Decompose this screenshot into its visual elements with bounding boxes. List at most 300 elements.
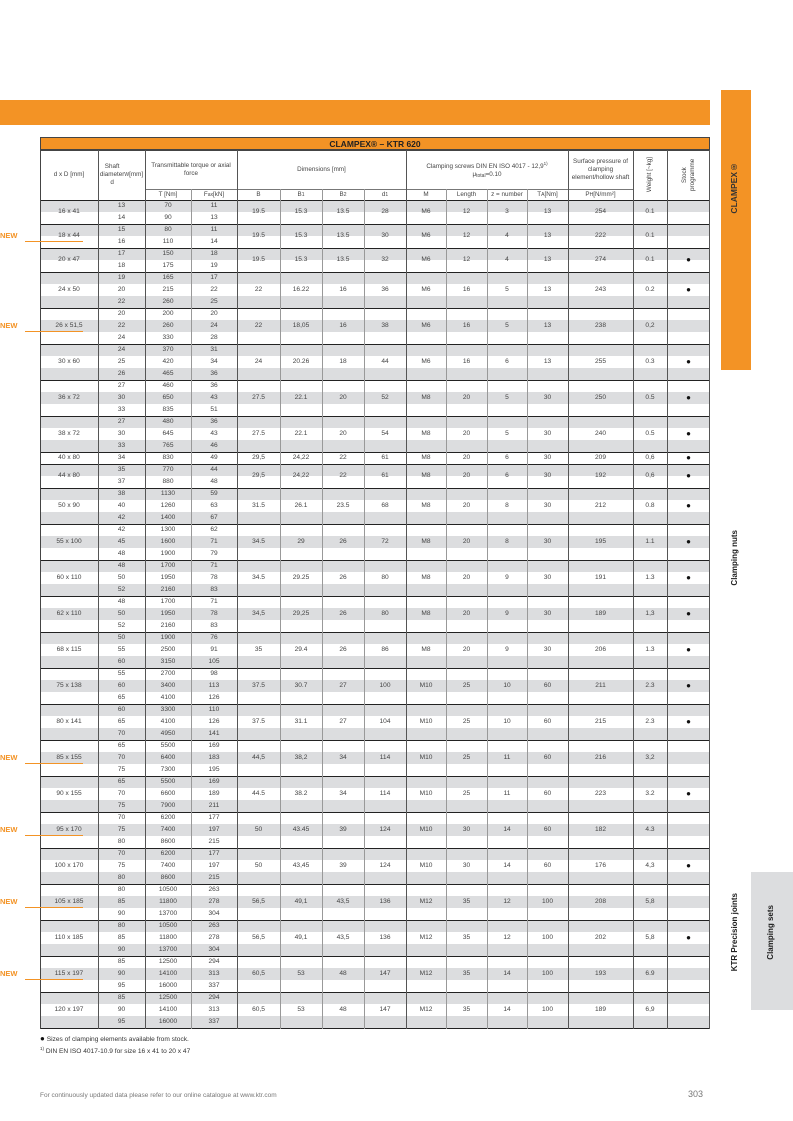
subheader-b2 <box>322 189 364 200</box>
torque-cell <box>145 476 191 488</box>
cell-text: 38.2 <box>294 790 308 797</box>
cell-text: 11 <box>503 790 511 797</box>
cell-text: 7300 <box>160 766 176 773</box>
cell-text: 80 <box>117 874 126 881</box>
shaft-diameter-cell <box>98 872 145 884</box>
shaft-diameter-cell <box>98 332 145 344</box>
cell-text: 60,5 <box>252 1006 265 1013</box>
size-cell <box>40 560 98 596</box>
cell-text: 4950 <box>160 730 176 737</box>
subheader-fax-unit: [kN] <box>212 190 225 198</box>
cell-text: 65 <box>117 742 126 749</box>
shaft-diameter-cell <box>98 1004 145 1016</box>
cell-text: 15 <box>117 226 126 233</box>
axial-force-cell <box>191 512 237 524</box>
cell-text: 43,5 <box>336 898 350 905</box>
cell-weight <box>633 416 667 452</box>
cell-text: 260 <box>162 322 174 329</box>
cell-text: 0.3 <box>645 358 655 365</box>
cell-d1 <box>364 272 406 308</box>
cell-weight <box>633 596 667 632</box>
cell-text: 98 <box>210 670 218 677</box>
cell-b <box>237 200 280 224</box>
stock-dot-icon: ● <box>686 717 691 726</box>
cell-text: 1130 <box>160 490 176 497</box>
axial-force-cell <box>191 284 237 296</box>
torque-cell <box>145 812 191 824</box>
cell-text: 20 <box>339 430 347 437</box>
cell-text: 206 <box>594 646 606 653</box>
torque-cell <box>145 512 191 524</box>
cell-d1 <box>364 464 406 488</box>
cell-text: 189 <box>594 610 606 617</box>
shaft-diameter-cell <box>98 992 145 1004</box>
cell-d1 <box>364 812 406 848</box>
shaft-diameter-cell <box>98 608 145 620</box>
torque-cell <box>145 920 191 932</box>
cell-b <box>237 488 280 524</box>
footer-text: For continuously updated data please refer to our online catalogue at www.ktr.com <box>40 1092 277 1099</box>
cell-text: 278 <box>208 934 220 941</box>
cell-text: M8 <box>421 574 431 581</box>
cell-ph <box>568 464 633 488</box>
cell-text: 22 <box>339 472 347 479</box>
cell-b1 <box>280 272 322 308</box>
cell-text: 26.1 <box>294 502 308 509</box>
cell-b <box>237 380 280 416</box>
shaft-diameter-cell <box>98 788 145 800</box>
cell-text: 85 <box>117 934 126 941</box>
shaft-diameter-cell <box>98 428 145 440</box>
cell-text: 50 <box>254 826 263 833</box>
cell-text: 95 <box>117 1018 126 1025</box>
torque-cell <box>145 572 191 584</box>
cell-b1 <box>280 740 322 776</box>
torque-cell <box>145 932 191 944</box>
cell-z <box>487 560 527 596</box>
stock-dot-icon: ● <box>686 537 691 546</box>
subheader-line <box>145 189 633 190</box>
cell-text: 4 <box>505 232 509 239</box>
cell-text: 60 <box>543 718 552 725</box>
cell-b2 <box>322 956 364 992</box>
cell-text: 34 <box>339 790 347 797</box>
cell-text: 215 <box>162 286 174 293</box>
subheader-b2-text: B <box>339 190 344 198</box>
cell-text: 13.5 <box>336 256 350 263</box>
cell-text: 209 <box>594 454 606 461</box>
cell-text: 27.5 <box>252 430 265 437</box>
subheader-ta <box>527 189 568 200</box>
cell-text: 370 <box>162 346 174 353</box>
cell-text: 49 <box>210 454 218 461</box>
cell-text: 10 <box>503 718 511 725</box>
shaft-diameter-cell <box>98 680 145 692</box>
cell-text: M10 <box>419 682 433 689</box>
shaft-diameter-cell <box>98 536 145 548</box>
cell-text: 42 <box>117 526 126 533</box>
cell-text: 114 <box>379 754 391 761</box>
cell-text: 34.5 <box>252 538 265 545</box>
cell-text: 182 <box>594 826 606 833</box>
cell-ph <box>568 272 633 308</box>
shaft-diameter-cell <box>98 284 145 296</box>
cell-b <box>237 344 280 380</box>
new-underline <box>25 907 83 908</box>
torque-cell <box>145 704 191 716</box>
cell-text: 52 <box>381 394 389 401</box>
cell-text: 100 <box>541 1006 553 1013</box>
header-mu: μ <box>472 170 477 178</box>
cell-z <box>487 416 527 452</box>
cell-text: 645 <box>162 430 174 437</box>
cell-text: 55 <box>117 646 126 653</box>
torque-cell <box>145 344 191 356</box>
new-badge: NEW <box>0 825 18 834</box>
cell-m <box>406 272 446 308</box>
cell-text: 294 <box>208 994 220 1001</box>
cell-d1 <box>364 632 406 668</box>
torque-cell <box>145 872 191 884</box>
cell-text: 38 <box>117 490 126 497</box>
cell-text: 75 <box>117 802 126 809</box>
cell-text: 3300 <box>160 706 176 713</box>
torque-cell <box>145 368 191 380</box>
cell-text: 13 <box>543 208 552 215</box>
stock-cell <box>667 992 710 1028</box>
cell-d1 <box>364 668 406 704</box>
cell-text: 48 <box>339 970 347 977</box>
cell-text: 38,2 <box>294 754 308 761</box>
cell-m <box>406 956 446 992</box>
stock-cell <box>667 956 710 992</box>
axial-force-cell <box>191 968 237 980</box>
torque-cell <box>145 548 191 560</box>
torque-cell <box>145 440 191 452</box>
cell-text: 19 <box>117 274 126 281</box>
shaft-diameter-cell <box>98 404 145 416</box>
axial-force-cell <box>191 608 237 620</box>
table-left-border <box>40 137 41 1029</box>
cell-length <box>446 248 487 272</box>
axial-force-cell <box>191 908 237 920</box>
cell-text: 19 <box>210 262 218 269</box>
cell-z <box>487 992 527 1028</box>
cell-ta <box>527 272 568 308</box>
cell-text: 29.25 <box>292 574 310 581</box>
cell-ph <box>568 452 633 464</box>
subheader-ta-sub: A <box>541 191 545 198</box>
cell-m <box>406 524 446 560</box>
cell-text: M8 <box>421 472 431 479</box>
cell-b1 <box>280 848 322 884</box>
cell-m <box>406 200 446 224</box>
torque-cell <box>145 380 191 392</box>
cell-text: 50 <box>117 634 126 641</box>
axial-force-cell <box>191 584 237 596</box>
cell-text: 12 <box>503 934 511 941</box>
cell-text: 3400 <box>160 682 176 689</box>
axial-force-cell <box>191 416 237 428</box>
cell-z <box>487 776 527 812</box>
cell-text: 60 <box>543 862 552 869</box>
cell-text: M12 <box>419 970 433 977</box>
cell-b1 <box>280 464 322 488</box>
shaft-diameter-cell <box>98 296 145 308</box>
axial-force-cell <box>191 788 237 800</box>
cell-b2 <box>322 560 364 596</box>
cell-b <box>237 452 280 464</box>
axial-force-cell <box>191 548 237 560</box>
cell-d1 <box>364 452 406 464</box>
cell-d1 <box>364 704 406 740</box>
cell-text: 71 <box>210 562 218 569</box>
header-pressure-text: Surface pressure of clamping element/hollow shaft <box>571 157 630 181</box>
cell-text: 43,45 <box>292 862 310 869</box>
cell-text: 83 <box>210 586 218 593</box>
cell-text: 24 <box>117 334 126 341</box>
cell-b2 <box>322 596 364 632</box>
size-cell <box>40 740 98 776</box>
size-cell <box>40 920 98 956</box>
cell-text: 6400 <box>160 754 176 761</box>
cell-text: 29,5 <box>252 454 265 461</box>
axial-force-cell <box>191 692 237 704</box>
cell-b <box>237 668 280 704</box>
cell-text: 169 <box>208 742 220 749</box>
cell-text: 90 <box>164 214 172 221</box>
cell-text: 1700 <box>160 562 176 569</box>
cell-z <box>487 272 527 308</box>
section-clamping-nuts[interactable]: Clamping nuts <box>730 530 739 586</box>
cell-length <box>446 272 487 308</box>
cell-text: 30 <box>543 502 552 509</box>
stock-cell <box>667 380 710 416</box>
cell-ph <box>568 992 633 1028</box>
cell-ta <box>527 224 568 248</box>
cell-text: 6 <box>505 472 509 479</box>
shaft-diameter-cell <box>98 476 145 488</box>
axial-force-cell <box>191 668 237 680</box>
cell-text: 50 <box>117 574 126 581</box>
cell-text: 17 <box>117 250 126 257</box>
cell-text: 16000 <box>158 982 178 989</box>
torque-cell <box>145 956 191 968</box>
torque-cell <box>145 404 191 416</box>
subheader-text: T [Nm] <box>158 190 178 198</box>
cell-ph <box>568 248 633 272</box>
cell-b <box>237 848 280 884</box>
new-underline <box>25 763 83 764</box>
cell-ta <box>527 740 568 776</box>
cell-m <box>406 920 446 956</box>
tab-clampex-label: CLAMPEX® <box>729 162 739 214</box>
shaft-diameter-cell <box>98 548 145 560</box>
cell-text: 197 <box>208 826 220 833</box>
size-text: 95 x 170 <box>56 826 82 833</box>
cell-text: 2700 <box>160 670 176 677</box>
cell-b1 <box>280 344 322 380</box>
tab-clamping-sets[interactable] <box>751 872 793 1010</box>
section-ktr-precision-joints[interactable]: KTR Precision joints <box>730 893 739 972</box>
cell-text: 30 <box>543 610 552 617</box>
cell-text: 60 <box>543 826 552 833</box>
cell-text: 30 <box>462 862 471 869</box>
axial-force-cell <box>191 800 237 812</box>
cell-b <box>237 308 280 344</box>
size-cell <box>40 812 98 848</box>
cell-text: 19.5 <box>252 208 265 215</box>
cell-text: 17 <box>210 274 218 281</box>
cell-text: 100 <box>541 898 553 905</box>
cell-text: 78 <box>210 610 218 617</box>
cell-text: 0.5 <box>645 394 655 401</box>
cell-m <box>406 248 446 272</box>
cell-length <box>446 704 487 740</box>
cell-text: 49,1 <box>294 898 308 905</box>
cell-d1 <box>364 380 406 416</box>
cell-text: M12 <box>419 934 433 941</box>
header-size-text: d x D [mm] <box>53 171 85 178</box>
cell-z <box>487 224 527 248</box>
cell-text: 18,05 <box>292 322 310 329</box>
shaft-diameter-cell <box>98 920 145 932</box>
cell-b2 <box>322 776 364 812</box>
cell-text: 70 <box>117 814 126 821</box>
size-cell <box>40 452 98 464</box>
cell-text: 9 <box>505 646 509 653</box>
cell-length <box>446 632 487 668</box>
stock-dot-icon: ● <box>686 285 691 294</box>
cell-ta <box>527 956 568 992</box>
cell-text: M10 <box>419 790 433 797</box>
cell-text: 189 <box>208 790 220 797</box>
torque-cell <box>145 836 191 848</box>
cell-length <box>446 884 487 920</box>
cell-text: 8 <box>505 538 509 545</box>
cell-text: 202 <box>594 934 606 941</box>
cell-text: 16 <box>339 286 347 293</box>
cell-text: M8 <box>421 454 431 461</box>
cell-text: 20.26 <box>292 358 310 365</box>
cell-d1 <box>364 200 406 224</box>
stock-dot-icon: ● <box>686 681 691 690</box>
axial-force-cell <box>191 536 237 548</box>
cell-m <box>406 596 446 632</box>
subheader-b1-sub: 1 <box>301 191 305 198</box>
cell-d1 <box>364 416 406 452</box>
cell-ph <box>568 812 633 848</box>
cell-text: 20 <box>339 394 347 401</box>
cell-text: 61 <box>381 472 389 479</box>
tab-clampex[interactable] <box>721 90 751 370</box>
cell-b2 <box>322 884 364 920</box>
cell-text: 29.4 <box>294 646 308 653</box>
cell-text: 43 <box>210 430 218 437</box>
cell-text: 26 <box>339 538 347 545</box>
cell-ph <box>568 224 633 248</box>
size-text: 90 x 155 <box>56 790 82 797</box>
cell-text: 1300 <box>160 526 176 533</box>
cell-text: 67 <box>210 514 218 521</box>
axial-force-cell <box>191 896 237 908</box>
cell-text: 35 <box>462 934 471 941</box>
cell-text: 150 <box>162 250 174 257</box>
cell-text: 337 <box>208 1018 220 1025</box>
stock-dot-icon: ● <box>686 609 691 618</box>
cell-text: M8 <box>421 610 431 617</box>
shaft-diameter-cell <box>98 392 145 404</box>
cell-z <box>487 488 527 524</box>
torque-cell <box>145 620 191 632</box>
cell-b <box>237 272 280 308</box>
cell-text: 1700 <box>160 598 176 605</box>
cell-text: 8 <box>505 502 509 509</box>
shaft-diameter-cell <box>98 200 145 212</box>
cell-text: 35 <box>462 898 471 905</box>
cell-ph <box>568 560 633 596</box>
cell-text: 65 <box>117 778 126 785</box>
axial-force-cell <box>191 980 237 992</box>
clampex-table <box>40 137 710 1032</box>
cell-text: 50 <box>254 862 263 869</box>
cell-text: 200 <box>162 310 174 317</box>
cell-text: 78 <box>210 574 218 581</box>
cell-text: 5500 <box>160 742 176 749</box>
cell-text: 22.1 <box>294 394 308 401</box>
table-bottom-line <box>40 1028 710 1029</box>
cell-m <box>406 992 446 1028</box>
cell-text: 0.8 <box>645 502 655 509</box>
cell-ph <box>568 920 633 956</box>
cell-text: 20 <box>462 394 471 401</box>
cell-text: M10 <box>419 718 433 725</box>
cell-text: 70 <box>117 850 126 857</box>
cell-text: 71 <box>210 598 218 605</box>
cell-ta <box>527 380 568 416</box>
cell-text: 263 <box>208 886 220 893</box>
size-cell <box>40 380 98 416</box>
size-text: 26 x 51,5 <box>55 322 83 329</box>
shaft-diameter-cell <box>98 308 145 320</box>
cell-text: 5 <box>505 322 509 329</box>
cell-text: 6 <box>505 454 509 461</box>
axial-force-cell <box>191 332 237 344</box>
cell-text: M8 <box>421 430 431 437</box>
cell-text: 304 <box>208 910 220 917</box>
stock-cell <box>667 464 710 488</box>
cell-b2 <box>322 200 364 224</box>
cell-text: 11800 <box>159 898 177 905</box>
cell-text: 1950 <box>160 610 176 617</box>
shaft-diameter-cell <box>98 716 145 728</box>
cell-text: 147 <box>379 1006 391 1013</box>
cell-text: 29,25 <box>292 610 310 617</box>
cell-text: 770 <box>162 466 174 473</box>
cell-text: 12 <box>503 898 511 905</box>
cell-text: 114 <box>379 790 391 797</box>
stock-cell <box>667 248 710 272</box>
cell-text: 1600 <box>160 538 176 545</box>
cell-m <box>406 740 446 776</box>
cell-text: 5500 <box>160 778 176 785</box>
cell-length <box>446 344 487 380</box>
cell-text: 53 <box>297 970 305 977</box>
cell-weight <box>633 884 667 920</box>
cell-text: 43,5 <box>336 934 350 941</box>
torque-cell <box>145 248 191 260</box>
torque-cell <box>145 392 191 404</box>
